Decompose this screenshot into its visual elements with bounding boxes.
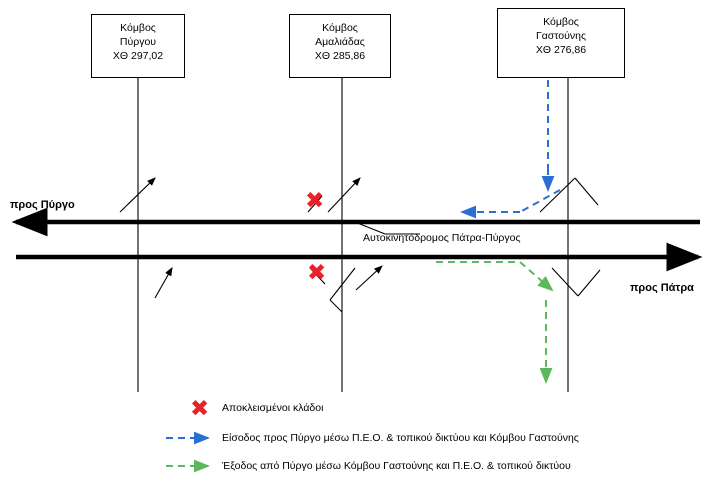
legend-label-blocked: Αποκλεισμένοι κλάδοι xyxy=(222,402,324,414)
node-label-line1: Κόμβος xyxy=(543,16,579,28)
node-label-line2: Αμαλιάδας xyxy=(315,36,365,48)
node-label-line1: Κόμβος xyxy=(120,22,156,34)
node-label-line2: Πύργου xyxy=(119,36,157,48)
legend-label-exit: Έξοδος από Πύργο μέσω Κόμβου Γαστούνης και Π.Ε.Ο. & τοπικού δικτύου xyxy=(222,460,571,472)
node-box-gastounis xyxy=(497,8,625,78)
node-label-chainage: ΧΘ 285,86 xyxy=(314,50,366,62)
node-label-line2: Γαστούνης xyxy=(535,30,587,42)
direction-label-left: προς Πύργο xyxy=(10,199,75,211)
node-box-pyrgou xyxy=(91,14,185,78)
node-label-line1: Κόμβος xyxy=(322,22,358,34)
node-label-chainage: ΧΘ 297,02 xyxy=(112,50,164,62)
legend-label-entry: Είσοδος προς Πύργο μέσω Π.Ε.Ο. & τοπικού δικτύου και Κόμβου Γαστούνης xyxy=(222,432,579,444)
node-box-amaliadas xyxy=(289,14,391,78)
blocked-ramp-mark-upper: ✖ xyxy=(305,188,325,214)
node-label-chainage: ΧΘ 276,86 xyxy=(535,44,587,56)
motorway-name-label: Αυτοκινητόδρομος Πάτρα-Πύργος xyxy=(363,232,521,244)
blocked-ramp-mark-lower: ✖ xyxy=(307,260,327,286)
legend-cross-icon: ✖ xyxy=(190,396,210,422)
direction-label-right: προς Πάτρα xyxy=(630,282,694,294)
